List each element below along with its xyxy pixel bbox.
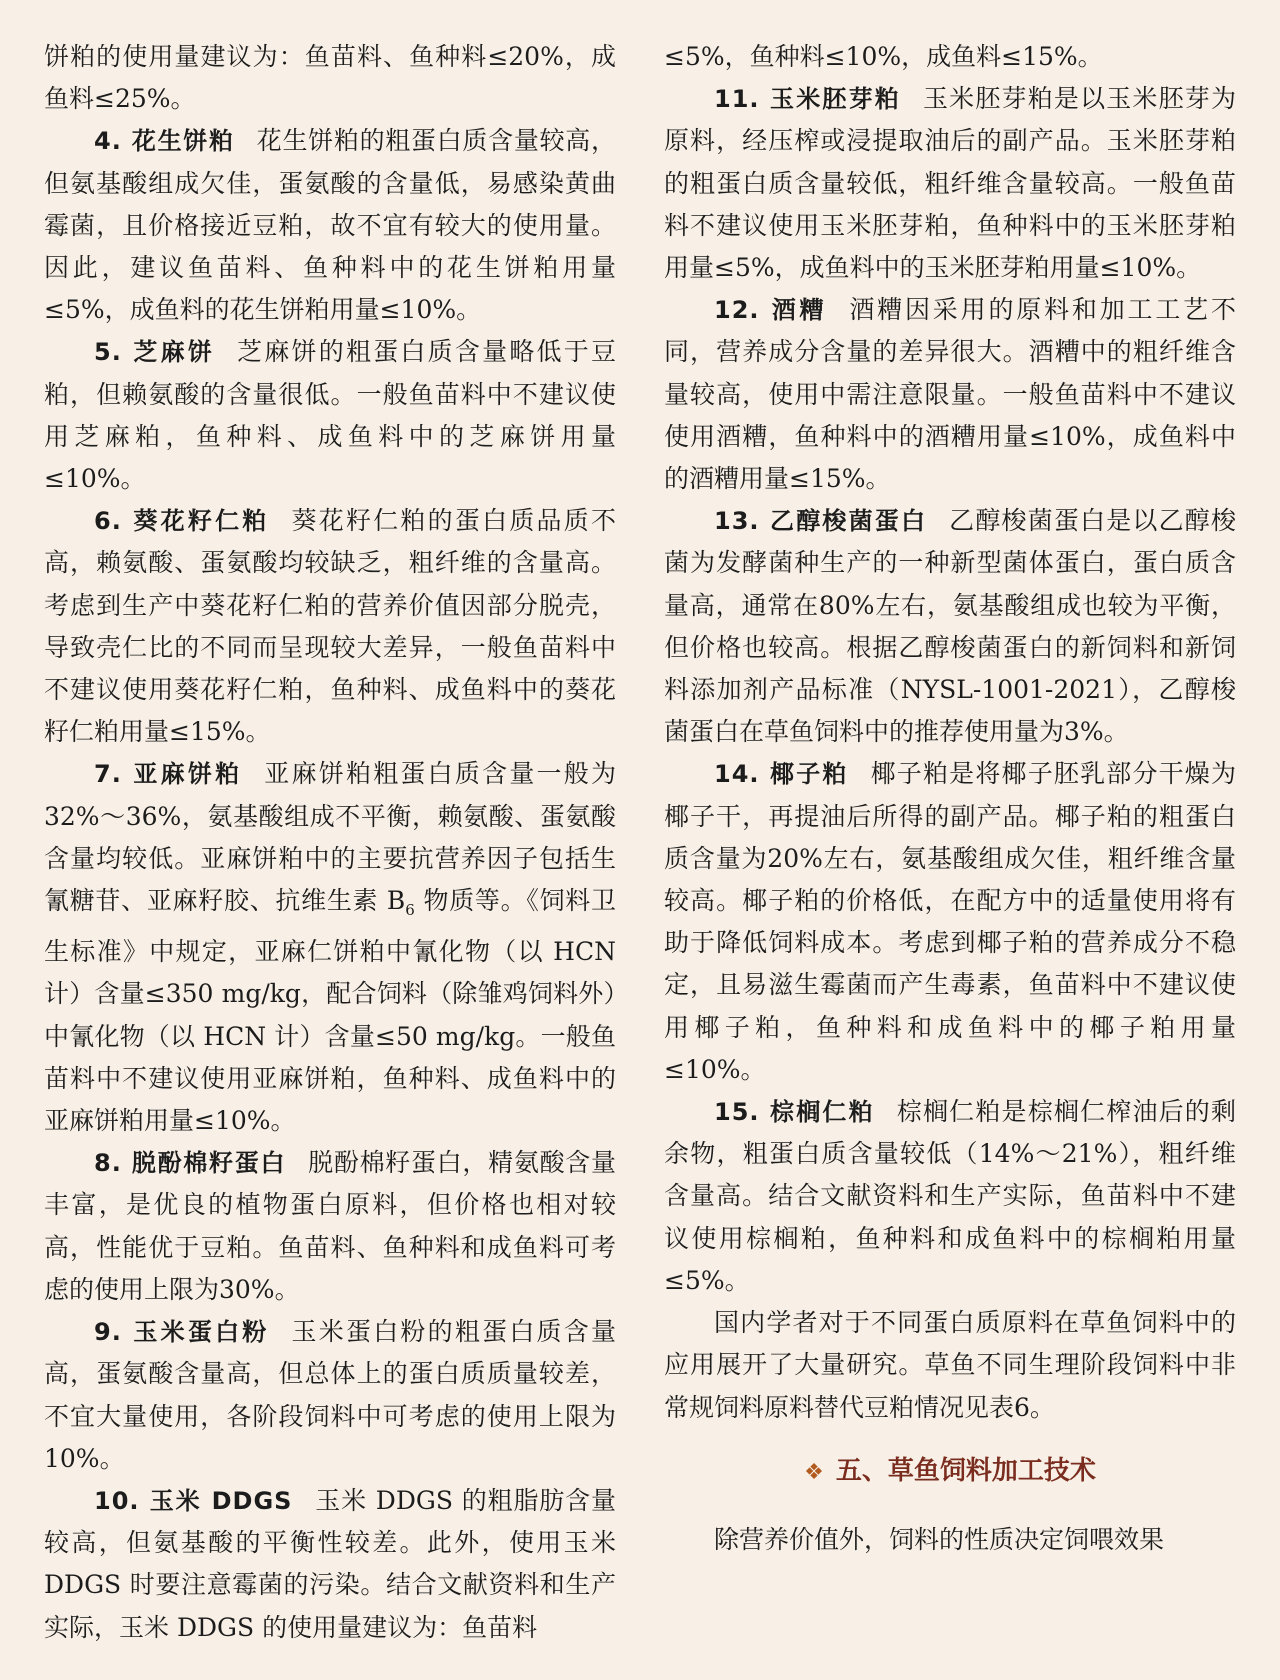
- item-heading: 9. 玉米蛋白粉: [94, 1318, 270, 1347]
- item-text: 玉米胚芽粕是以玉米胚芽为原料，经压榨或浸提取油后的副产品。玉米胚芽粕的粗蛋白质含量较低，粗纤维含量较高。一般鱼苗料不建议使用玉米胚芽粕，鱼种料中的玉米胚芽粕用量≤5%，成鱼料中的玉米胚芽粕用量≤10%。: [664, 84, 1236, 283]
- item-heading: 5. 芝麻饼: [94, 338, 216, 367]
- item-heading: 10. 玉米 DDGS: [94, 1486, 293, 1515]
- item-heading: 7. 亚麻饼粕: [94, 760, 243, 789]
- section-heading: [664, 1451, 1236, 1493]
- summary-paragraph: 国内学者对于不同蛋白质原料在草鱼饲料中的应用展开了大量研究。草鱼不同生理阶段饲料中非常规饲料原料替代豆粕情况见表6。: [664, 1308, 1236, 1422]
- item-text: 棕榈仁粕是棕榈仁榨油后的剩余物，粗蛋白质含量较低（14%～21%），粗纤维含量高。结合文献资料和生产实际，鱼苗料中不建议使用棕榈粕，鱼种料和成鱼料中的棕榈粕用量≤5%。: [664, 1097, 1236, 1295]
- item-text: 酒糟因采用的原料和加工工艺不同，营养成分含量的差异很大。酒糟中的粗纤维含量较高，使用中需注意限量。一般鱼苗料中不建议使用酒糟，鱼种料中的酒糟用量≤10%，成鱼料中的酒糟用量≤15%。: [664, 295, 1236, 494]
- item-text: 玉米蛋白粉的粗蛋白质含量高，蛋氨酸含量高，但总体上的蛋白质质量较差，不宜大量使用，各阶段饲料中可考虑的使用上限为10%。: [44, 1317, 616, 1473]
- item-linseed-meal: [44, 753, 616, 1142]
- item-text: 玉米 DDGS 的粗脂肪含量较高，但氨基酸的平衡性较差。此外，使用玉米 DDGS 时要注意霉菌的污染。结合文献资料和生产实际，玉米 DDGS 的使用量建议为：鱼苗料: [44, 1485, 616, 1642]
- item-coconut-meal: [664, 753, 1236, 1091]
- item-text: 花生饼粕的粗蛋白质含量较高，但氨基酸组成欠佳，蛋氨酸的含量低，易感染黄曲霉菌，且价格接近豆粕，故不宜有较大的使用量。因此，建议鱼苗料、鱼种料中的花生饼粕用量≤5%，成鱼料的花生饼粕用量≤10%。: [44, 126, 616, 325]
- paragraph-continued: ≤5%，鱼种料≤10%，成鱼料≤15%。: [664, 42, 1103, 71]
- item-text: 椰子粕是将椰子胚乳部分干燥为椰子干，再提油后所得的副产品。椰子粕的粗蛋白质含量为20%左右，氨基酸组成欠佳，粗纤维含量较高。椰子粕的价格低，在配方中的适量使用将有助于降低饲料成本。考虑到椰子粕的营养成分不稳定，且易滋生霉菌而产生毒素，鱼苗料中不建议使用椰子粕，鱼种料和成鱼料中的椰子粕用量≤10%。: [664, 759, 1236, 1084]
- section-title: 五、草鱼饲料加工技术: [835, 1455, 1096, 1486]
- item-sesame-cake: [44, 331, 616, 500]
- item-heading: 6. 葵花籽仁粕: [94, 507, 270, 536]
- item-sunflower-meal: [44, 500, 616, 753]
- item-text: 乙醇梭菌蛋白是以乙醇梭菌为发酵菌种生产的一种新型菌体蛋白，蛋白质含量高，通常在80%左右，氨基酸组成也较为平衡，但价格也较高。根据乙醇梭菌蛋白的新饲料和新饲料添加剂产品标准（NYSL-1001-2021），乙醇梭菌蛋白在草鱼饲料中的推荐使用量为3%。: [664, 506, 1236, 747]
- item-heading: 4. 花生饼粕: [94, 127, 235, 156]
- item-corn-germ-meal: [664, 78, 1236, 289]
- item-text: 亚麻饼粕粗蛋白质含量一般为32%～36%，氨基酸组成不平衡，赖氨酸、蛋氨酸含量均较低。亚麻饼粕中的主要抗营养因子包括生氰糖苷、亚麻籽胶、抗维生素 B: [44, 759, 616, 916]
- item-heading: 8. 脱酚棉籽蛋白: [94, 1149, 287, 1178]
- item-heading: 14. 椰子粕: [714, 760, 849, 789]
- item-clostridium-protein: [664, 500, 1236, 753]
- section-first-paragraph: 除营养价值外，饲料的性质决定饲喂效果: [714, 1524, 1165, 1554]
- item-corn-gluten-meal: [44, 1311, 616, 1480]
- item-distillers-grains: [664, 289, 1236, 500]
- item-text: 芝麻饼的粗蛋白质含量略低于豆粕，但赖氨酸的含量很低。一般鱼苗料中不建议使用芝麻粕，鱼种料、成鱼料中的芝麻饼用量≤10%。: [44, 337, 616, 494]
- diamond-bullet-icon: ❖: [804, 1459, 824, 1485]
- item-text: 脱酚棉籽蛋白，精氨酸含量丰富，是优良的植物蛋白原料，但价格也相对较高，性能优于豆粕。鱼苗料、鱼种料和成鱼料可考虑的使用上限为30%。: [44, 1148, 616, 1304]
- item-heading: 11. 玉米胚芽粕: [714, 85, 901, 114]
- right-column: [664, 36, 1236, 1680]
- item-palm-kernel-meal: [664, 1091, 1236, 1302]
- item-text-cont: 物质等。《饲料卫生标准》中规定，亚麻仁饼粕中氰化物（以 HCN 计）含量≤350 mg/kg，配合饲料（除雏鸡饲料外）中氰化物（以 HCN 计）含量≤50 mg/kg。一般鱼苗料中不建议使用亚麻饼粕，鱼种料、成鱼料中的亚麻饼粕用量≤10%。: [44, 886, 616, 1136]
- item-heading: 15. 棕榈仁粕: [714, 1098, 875, 1127]
- item-heading: 12. 酒糟: [714, 296, 828, 325]
- item-cottonseed-protein: [44, 1142, 616, 1311]
- item-text: 葵花籽仁粕的蛋白质品质不高，赖氨酸、蛋氨酸均较缺乏，粗纤维的含量高。考虑到生产中葵花籽仁粕的营养价值因部分脱壳，导致壳仁比的不同而呈现较大差异，一般鱼苗料中不建议使用葵花籽仁粕，鱼种料、成鱼料中的葵花籽仁粕用量≤15%。: [44, 506, 616, 747]
- item-peanut-meal: [44, 120, 616, 331]
- subscript: 6: [405, 901, 415, 920]
- paragraph-continued: 饼粕的使用量建议为：鱼苗料、鱼种料≤20%，成鱼料≤25%。: [44, 42, 616, 114]
- item-corn-ddgs: [44, 1480, 616, 1649]
- left-column: [44, 36, 616, 1680]
- item-heading: 13. 乙醇梭菌蛋白: [714, 507, 928, 536]
